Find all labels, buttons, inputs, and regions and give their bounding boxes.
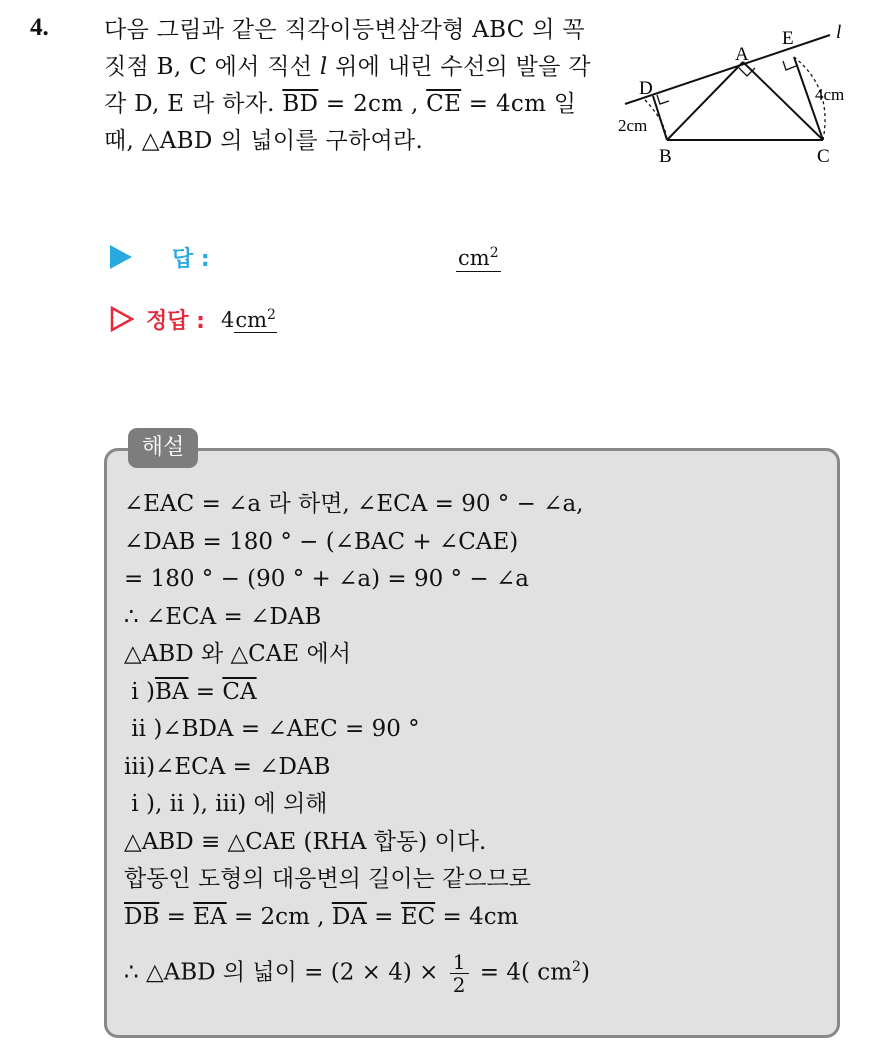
answer-unit: cm bbox=[458, 246, 490, 270]
label-a: A bbox=[735, 44, 749, 65]
label-4cm: 4cm bbox=[815, 85, 845, 104]
label-b: B bbox=[659, 146, 672, 167]
answer-unit-exp: 2 bbox=[489, 245, 499, 261]
segment-bd: $\overline{BD}$ bbox=[282, 91, 319, 117]
explanation-line: i ), ii ), iii) 에 의해 bbox=[124, 791, 328, 817]
answer-blank[interactable] bbox=[456, 240, 501, 272]
explanation-line: = 180 ° − (90 ° + ∠a) = 90 ° − ∠a bbox=[124, 566, 529, 592]
explanation-line: i )$\overline{BA} = \overline{CA}$ bbox=[124, 678, 257, 705]
right-angle-e bbox=[783, 61, 796, 70]
explanation-line: ∴ ∠ECA = ∠DAB bbox=[124, 603, 322, 630]
right-angle-d bbox=[657, 95, 669, 104]
explanation-line: ∴ △ABD 의 넓이 = (2 × 4) × $\frac{1}{2}$ = 4( $cm^2$) bbox=[124, 950, 590, 998]
explanation-line: iii)∠ECA = ∠DAB bbox=[124, 753, 331, 780]
explanation-line: ii )∠BDA = ∠AEC = 90 ° bbox=[124, 716, 420, 742]
label-2cm: 2cm bbox=[618, 116, 648, 135]
explanation-line: △ABD ≡ △CAE (RHA 합동) 이다. bbox=[124, 828, 487, 855]
correct-answer-value: $4cm^2$ bbox=[220, 306, 276, 332]
explanation-line: 합동인 도형의 대응변의 길이는 같으므로 bbox=[124, 866, 531, 892]
question-text: 다음 그림과 같은 직각이등변삼각형 ABC 의 꼭짓점 B, C 에서 직선 l 위에 내린 수선의 발을 각각 D, E 라 하자. $\overline{BD} = 2cm$ , $\overline{CE} = 4cm$ 일 때, △ABD 의 넓이를 구하여라. bbox=[104, 17, 591, 154]
explanation-line: $\overline{DB} = \overline{EA} = 2cm$ , $\overline{DA} = \overline{EC} = 4cm$ bbox=[124, 903, 519, 930]
label-l: l bbox=[836, 22, 842, 43]
correct-answer-label: 정답 : bbox=[146, 308, 205, 334]
explanation-content bbox=[124, 486, 824, 998]
label-d: D bbox=[639, 78, 653, 99]
segment-ab bbox=[667, 62, 743, 140]
explanation-line: △ABD 와 △CAE 에서 bbox=[124, 641, 351, 667]
explanation-tag: 해설 bbox=[128, 428, 198, 468]
line-variable: l bbox=[319, 54, 328, 80]
fraction: $\frac{1}{2}$ bbox=[450, 951, 469, 996]
triangle-diagram bbox=[605, 18, 875, 178]
segment-ac bbox=[743, 62, 823, 140]
explanation-line: ∠EAC = ∠a 라 하면, ∠ECA = 90 ° − ∠a, bbox=[124, 491, 584, 517]
segment-ce: $\overline{CE}$ bbox=[426, 91, 462, 117]
label-e: E bbox=[782, 28, 794, 49]
correct-answer-row bbox=[110, 302, 277, 336]
outline-triangle-icon bbox=[110, 306, 134, 332]
answer-row bbox=[110, 240, 210, 274]
explanation-line: ∠DAB = 180 ° − (∠BAC + ∠CAE) bbox=[124, 528, 519, 555]
play-triangle-icon bbox=[110, 245, 132, 269]
label-c: C bbox=[817, 146, 830, 167]
answer-label: 답 : bbox=[172, 246, 210, 272]
question-number: 4. bbox=[30, 14, 49, 41]
